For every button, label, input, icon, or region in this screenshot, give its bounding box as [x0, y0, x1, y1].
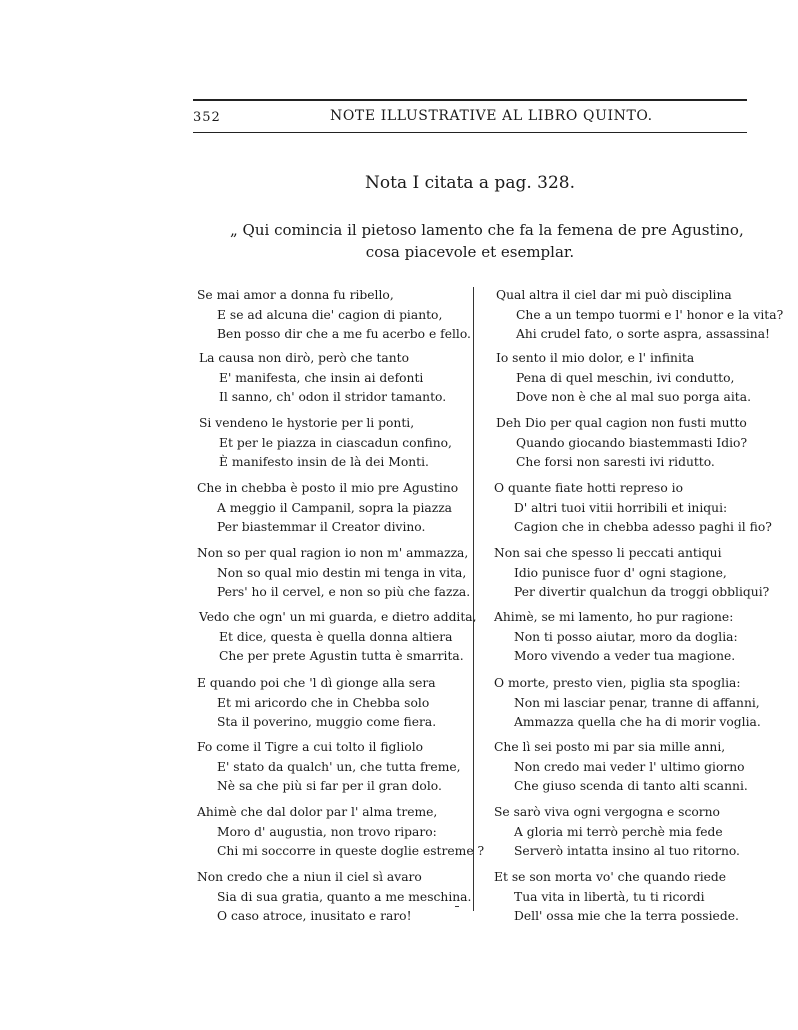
- verse-line: Vedo che ogn' un mi guarda, e dietro addita,: [199, 610, 477, 624]
- verse-line: O quante fiate hotti represo io: [494, 481, 684, 495]
- verse-line: Che per prete Agustin tutta è smarrita.: [219, 649, 464, 663]
- verse-line: Et se son morta vo' che quando riede: [494, 870, 727, 884]
- verse-line: A meggio il Campanil, sopra la piazza: [217, 500, 452, 515]
- verse-line: E se ad alcuna die' cagion di pianto,: [217, 307, 443, 322]
- verse-line: Tua vita in libertà, tu ti ricordi: [514, 889, 705, 904]
- stanza: [199, 608, 477, 667]
- verse-line: Ahi crudel fato, o sorte aspra, assassina!: [516, 327, 770, 341]
- stanza: [199, 349, 469, 408]
- verse-line: Moro d' augustia, non trovo riparo:: [217, 824, 437, 839]
- stanza: [197, 738, 467, 797]
- verse-line: Io sento il mio dolor, e l' infinita: [496, 351, 695, 365]
- verse-line: Se sarò viva ogni vergogna e scorno: [494, 805, 720, 819]
- verse-line: Moro vivendo a veder tua magione.: [514, 649, 736, 663]
- verse-line: Dell' ossa mie che la terra possiede.: [514, 909, 739, 923]
- stanza: [197, 803, 485, 862]
- verse-line: Che forsi non saresti ivi ridutto.: [516, 455, 715, 469]
- verse-line: Non sai che spesso li peccati antiqui: [494, 546, 722, 560]
- verse-line: Chi mi soccorre in queste doglie estreme ?: [217, 844, 485, 858]
- intro-line-2: cosa piacevole et esemplar.: [365, 243, 575, 261]
- stanza: [197, 544, 471, 603]
- verse-line: O morte, presto vien, piglia sta spoglia:: [494, 676, 741, 690]
- verse-line: Fo come il Tigre a cui tolto il figliolo: [197, 740, 424, 754]
- verse-line: Che in chebba è posto il mio pre Agustino: [197, 481, 459, 495]
- verse-line: O caso atroce, inusitato e raro!: [217, 909, 412, 923]
- verse-line: Non so per qual ragion io non m' ammazza,: [197, 546, 469, 560]
- verse-line: Dove non è che al mal suo porga aita.: [516, 390, 751, 404]
- stanza: [494, 544, 784, 603]
- note-title: Nota I citata a pag. 328.: [365, 173, 575, 193]
- verse-line: E' manifesta, che insin ai defonti: [219, 370, 424, 385]
- column-divider: [473, 287, 474, 911]
- verse-line: È manifesto insin de là dei Monti.: [219, 455, 429, 469]
- stanza: [494, 479, 784, 538]
- stanza: [197, 479, 467, 538]
- verse-line: Che lì sei posto mi par sia mille anni,: [494, 740, 726, 754]
- verse-line: E quando poi che 'l dì gionge alla sera: [197, 676, 436, 690]
- verse-line: Non credo mai veder l' ultimo giorno: [514, 759, 745, 774]
- stanza: [494, 868, 784, 927]
- stanza: [199, 414, 469, 473]
- verse-line: Quando giocando biastemmasti Idio?: [516, 435, 748, 450]
- stanza: [496, 414, 786, 473]
- verse-line: Nè sa che più si far per il gran dolo.: [217, 779, 442, 793]
- stanza: [496, 286, 786, 345]
- intro-line-1: „ Qui comincia il pietoso lamento che fa la femena de pre Agustino,: [230, 221, 744, 239]
- running-head: NOTE ILLUSTRATIVE AL LIBRO QUINTO.: [330, 108, 653, 124]
- verse-line: Se mai amor a donna fu ribello,: [197, 288, 394, 302]
- page-number: 352: [193, 110, 221, 125]
- verse-line: Ahimè che dal dolor par l' alma treme,: [197, 805, 438, 819]
- verse-line: Ben posso dir che a me fu acerbo e fello.: [217, 327, 471, 341]
- header-top-rule: [193, 99, 747, 101]
- verse-line: Pena di quel meschin, ivi condutto,: [516, 370, 735, 385]
- stanza: [197, 868, 472, 927]
- stanza: [494, 674, 784, 733]
- verse-line: D' altri tuoi vitii horribili et iniqui:: [514, 500, 728, 515]
- verse-line: Non credo che a niun il ciel sì avaro: [197, 870, 422, 884]
- verse-line: Per divertir qualchun da troggi obbliqui?: [514, 585, 770, 599]
- verse-line: Qual altra il ciel dar mi può disciplina: [496, 288, 732, 302]
- verse-line: Idio punisce fuor d' ogni stagione,: [514, 565, 727, 580]
- verse-line: Cagion che in chebba adesso paghi il fio?: [514, 520, 772, 534]
- verse-line: Che a un tempo tuormi e l' honor e la vita?: [516, 307, 784, 322]
- verse-line: E' stato da qualch' un, che tutta freme,: [217, 759, 461, 774]
- verse-line: Serverò intatta insino al tuo ritorno.: [514, 844, 740, 858]
- stanza: [496, 349, 786, 408]
- verse-line: Che giuso scenda di tanto alti scanni.: [514, 779, 748, 793]
- verse-line: La causa non dirò, però che tanto: [199, 351, 410, 365]
- verse-line: Deh Dio per qual cagion non fusti mutto: [496, 416, 747, 430]
- stanza: [197, 286, 471, 345]
- verse-line: A gloria mi terrò perchè mia fede: [514, 824, 723, 839]
- verse-line: Et dice, questa è quella donna altiera: [219, 629, 453, 644]
- column-dash-mark: [455, 906, 459, 907]
- stanza: [494, 803, 784, 862]
- header-bottom-rule: [193, 132, 747, 133]
- verse-line: Non so qual mio destin mi tenga in vita,: [217, 565, 467, 580]
- verse-line: Il sanno, ch' odon il stridor tamanto.: [219, 390, 447, 404]
- verse-line: Per biastemmar il Creator divino.: [217, 520, 426, 534]
- verse-line: Sia di sua gratia, quanto a me meschina.: [217, 889, 472, 904]
- stanza: [494, 608, 784, 667]
- verse-line: Si vendeno le hystorie per li ponti,: [199, 416, 415, 430]
- stanza: [494, 738, 784, 797]
- intro-heading: [230, 219, 744, 263]
- verse-line: Ahimè, se mi lamento, ho pur ragione:: [494, 610, 734, 624]
- verse-line: Et mi aricordo che in Chebba solo: [217, 695, 430, 710]
- verse-line: Non mi lasciar penar, tranne di affanni,: [514, 695, 760, 710]
- stanza: [197, 674, 467, 733]
- verse-line: Non ti posso aiutar, moro da doglia:: [514, 629, 738, 644]
- verse-line: Ammazza quella che ha di morir voglia.: [514, 715, 761, 729]
- verse-line: Et per le piazza in ciascadun confino,: [219, 435, 452, 450]
- verse-line: Sta il poverino, muggio come fiera.: [217, 715, 437, 729]
- verse-line: Pers' ho il cervel, e non so più che fazza.: [217, 585, 471, 599]
